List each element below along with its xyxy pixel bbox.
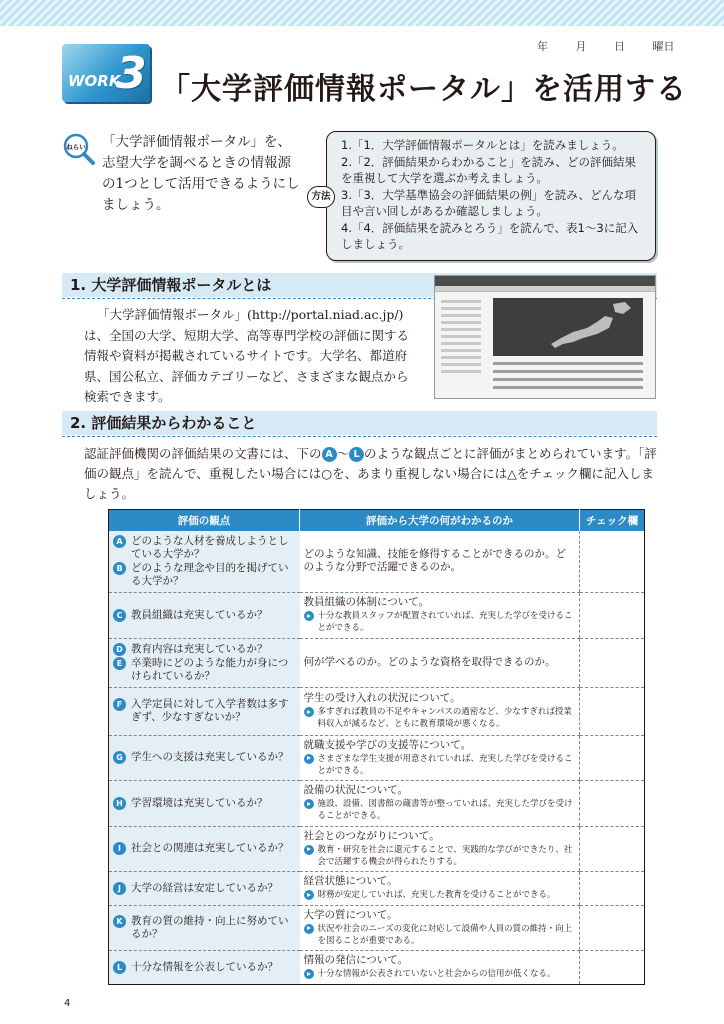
what-learned-cell <box>300 780 580 826</box>
viewpoint-text: 教員組織は充実しているか？ <box>131 608 268 621</box>
method-item-1: 1.「1．大学評価情報ポータルとは」を読みましょう。 <box>341 138 624 152</box>
viewpoint-item <box>113 535 296 561</box>
viewpoint-cell <box>109 638 300 687</box>
check-cell[interactable] <box>580 780 645 826</box>
method-badge: 方法 <box>307 186 335 208</box>
viewpoint-letter-icon: D <box>113 643 126 656</box>
section-2-text-b: のような観点ごとに評価がまとめられています。「評価の観点」を読んで、重視したい場合には○を、あまり重視しない場合には△をチェック欄に記入しましょう。 <box>84 446 657 501</box>
viewpoint-cell <box>109 905 300 950</box>
what-learned-main: どのような知識、技能を修得することができるのか。どのような分野で活躍できるのか。 <box>303 548 566 573</box>
arrow-bullet-icon <box>304 611 314 621</box>
table-row <box>109 531 645 593</box>
what-learned-main: 何が学べるのか。どのような資格を取得できるのか。 <box>303 656 556 668</box>
section-2-tilde: 〜 <box>336 446 350 461</box>
arrow-bullet-icon <box>304 890 314 900</box>
screenshot-sidebar <box>441 300 481 396</box>
viewpoint-cell <box>109 826 300 871</box>
check-cell[interactable] <box>580 735 645 780</box>
viewpoint-item <box>113 698 296 724</box>
what-learned-cell <box>300 735 580 780</box>
what-learned-detail-text: さまざまな学生支援が用意されていれば、充実した学びを受けることができる。 <box>317 753 573 776</box>
what-learned-cell <box>300 592 580 638</box>
screenshot-japan-map <box>493 298 643 356</box>
viewpoint-text: 大学の経営は安定しているか？ <box>131 881 278 894</box>
what-learned-detail <box>304 889 576 901</box>
viewpoint-text: 教育の質の維持・向上に努めているか？ <box>131 914 289 940</box>
section-2-text <box>84 444 660 504</box>
viewpoint-item <box>113 842 296 855</box>
work-number: 3 <box>116 48 147 99</box>
check-cell[interactable] <box>580 531 645 593</box>
what-learned-detail <box>304 706 576 730</box>
check-cell[interactable] <box>580 905 645 950</box>
table-row <box>109 826 645 871</box>
viewpoint-letter-icon: J <box>113 882 126 895</box>
table-row <box>109 871 645 905</box>
header-check: チェック欄 <box>580 510 645 531</box>
viewpoint-cell <box>109 871 300 905</box>
viewpoint-item <box>113 882 296 895</box>
what-learned-detail <box>304 753 576 777</box>
what-learned-detail-text: 施設、設備、図書館の蔵書等が整っていれば、充実した学びを受けることができる。 <box>317 799 573 821</box>
table-row <box>109 950 645 984</box>
viewpoint-text: 入学定員に対して入学者数は多すぎず、少なすぎないか？ <box>131 698 289 723</box>
table-row <box>109 687 645 735</box>
marker-l-icon: L <box>349 447 364 462</box>
what-learned-cell <box>300 638 580 687</box>
viewpoint-text: どのような理念や目的を掲げている大学か？ <box>131 561 289 587</box>
viewpoint-item <box>113 751 296 764</box>
check-cell[interactable] <box>580 592 645 638</box>
what-learned-main: 教員組織の体制について。 <box>303 596 430 608</box>
viewpoint-cell <box>109 735 300 780</box>
table-header-row <box>109 510 645 531</box>
decorative-top-band <box>0 0 724 26</box>
arrow-bullet-icon <box>304 845 314 855</box>
what-learned-detail-text: 教育・研究を社会に還元することで、実践的な学びができたり、社会で活躍する機会が得られたりする。 <box>317 844 573 867</box>
viewpoint-item <box>113 961 296 974</box>
what-learned-detail-text: 十分な教員スタッフが配置されていれば、充実した学びを受けることができる。 <box>317 611 573 633</box>
what-learned-main: 設備の状況について。 <box>303 784 409 796</box>
nerai-text: 「大学評価情報ポータル」を、志望大学を調べるときの情報源の1つとして活用できるようにしましょう。 <box>102 134 300 213</box>
portal-screenshot-image <box>434 275 656 399</box>
screenshot-nav-bar <box>435 286 655 292</box>
date-day-label: 日 <box>614 40 625 53</box>
what-learned-detail-text: 状況や社会のニーズの変化に対応して設備や人員の質の維持・向上を図ることが重要である。 <box>317 923 573 946</box>
method-item-2: 2.「2．評価結果からわかること」を読み、どの評価結果を重視して大学を選ぶか考えましょう。 <box>341 154 636 185</box>
viewpoint-cell <box>109 592 300 638</box>
check-cell[interactable] <box>580 826 645 871</box>
what-learned-cell <box>300 905 580 950</box>
viewpoint-item <box>113 915 296 941</box>
viewpoint-cell <box>109 950 300 984</box>
what-learned-main: 社会とのつながりについて。 <box>303 829 440 842</box>
screenshot-header-bar <box>435 276 655 286</box>
what-learned-main: 就職支援や学びの支援等について。 <box>303 738 472 751</box>
what-learned-detail <box>304 923 576 947</box>
viewpoint-letter-icon: B <box>113 562 126 575</box>
what-learned-main: 経営状態について。 <box>303 875 398 887</box>
viewpoint-letter-icon: F <box>113 698 126 711</box>
viewpoint-cell <box>109 687 300 735</box>
arrow-bullet-icon <box>304 799 314 809</box>
viewpoint-cell <box>109 780 300 826</box>
screenshot-list-rows <box>493 362 643 394</box>
viewpoint-text: 教育内容は充実しているか？ <box>131 642 268 655</box>
arrow-bullet-icon <box>304 924 314 934</box>
marker-a-icon: A <box>322 447 337 462</box>
viewpoint-cell <box>109 531 300 593</box>
what-learned-detail-text: 財務が安定していれば、充実した教育を受けることができる。 <box>317 890 556 900</box>
nerai-icon-label: ねらい <box>66 143 86 151</box>
section-2-text-a: 認証評価機関の評価結果の文書には、下の <box>84 446 322 461</box>
check-cell[interactable] <box>580 950 645 984</box>
what-learned-detail-text: 多すぎれば教員の不足やキャンパスの過密など、少なすぎれば授業料収入が減るなど、ともに教育環境が悪くなる。 <box>317 707 572 729</box>
section-1-body: 「大学評価情報ポータル」(http://portal.niad.ac.jp/) は、全国の大学、短期大学、高等専門学校の評価に関する情報や資料が掲載されているサイトです。大学名、都道府県、国公私立、評価カテゴリーなど、さまざまな観点から検索できます。 <box>84 307 410 404</box>
viewpoint-item <box>113 562 296 588</box>
what-learned-detail <box>304 610 576 634</box>
table-row <box>109 735 645 780</box>
viewpoint-letter-icon: E <box>113 657 126 670</box>
viewpoint-item <box>113 657 296 683</box>
check-cell[interactable] <box>580 871 645 905</box>
what-learned-detail <box>304 798 576 822</box>
section-1-text <box>84 305 420 408</box>
viewpoint-letter-icon: L <box>113 961 126 974</box>
what-learned-detail-text: 十分な情報が公表されていないと社会からの信用が低くなる。 <box>317 969 556 979</box>
evaluation-table <box>108 509 645 985</box>
header-viewpoint: 評価の観点 <box>109 510 300 531</box>
viewpoint-item <box>113 643 296 656</box>
method-item-3: 3.「3．大学基準協会の評価結果の例」を読み、どんな項目や言い回しがあるか確認しましょう。 <box>341 187 636 218</box>
work-badge <box>62 44 150 102</box>
magnifier-icon <box>62 132 96 166</box>
date-year-label: 年 <box>537 40 548 53</box>
check-cell[interactable] <box>580 687 645 735</box>
viewpoint-text: 学生への支援は充実しているか？ <box>131 751 289 763</box>
viewpoint-text: 社会との関連は充実しているか？ <box>131 842 289 854</box>
page-number: 4 <box>64 998 71 1009</box>
what-learned-main: 情報の発信について。 <box>303 954 409 966</box>
header-what-learned: 評価から大学の何がわかるのか <box>300 510 580 531</box>
page-title: 「大学評価情報ポータル」を活用する <box>160 72 687 107</box>
check-cell[interactable] <box>580 638 645 687</box>
viewpoint-letter-icon: K <box>113 915 126 928</box>
viewpoint-text: 十分な情報を公表しているか？ <box>131 960 278 973</box>
viewpoint-letter-icon: A <box>113 535 126 548</box>
viewpoint-text: 学習環境は充実しているか？ <box>131 796 268 809</box>
table-row <box>109 592 645 638</box>
viewpoint-letter-icon: I <box>113 842 126 855</box>
date-month-label: 月 <box>575 40 587 53</box>
arrow-bullet-icon <box>304 754 314 764</box>
what-learned-cell <box>300 687 580 735</box>
table-row <box>109 905 645 950</box>
table-row <box>109 780 645 826</box>
viewpoint-item <box>113 797 296 810</box>
table-row <box>109 638 645 687</box>
what-learned-detail <box>304 844 576 868</box>
viewpoint-text: どのような人材を養成しようとしている大学か？ <box>131 534 289 560</box>
date-weekday-label: 曜日 <box>652 40 675 53</box>
viewpoint-letter-icon: H <box>113 797 126 810</box>
what-learned-main: 学生の受け入れの状況について。 <box>303 692 461 704</box>
what-learned-cell <box>300 871 580 905</box>
what-learned-cell <box>300 950 580 984</box>
method-item-4: 4.「4．評価結果を読みとろう」を読んで、表1〜3に記入しましょう。 <box>341 220 639 251</box>
what-learned-detail <box>304 968 576 980</box>
section-1-heading: 1. 大学評価情報ポータルとは <box>62 273 657 297</box>
date-fields <box>537 38 699 54</box>
arrow-bullet-icon <box>304 969 314 979</box>
what-learned-main: 大学の質について。 <box>303 908 398 921</box>
viewpoint-item <box>113 609 296 622</box>
viewpoint-letter-icon: G <box>113 751 126 764</box>
what-learned-cell <box>300 531 580 593</box>
arrow-bullet-icon <box>304 707 314 717</box>
what-learned-cell <box>300 826 580 871</box>
work-label: WORK <box>68 72 121 90</box>
viewpoint-letter-icon: C <box>113 609 126 622</box>
method-box <box>326 131 656 261</box>
section-2-heading: 2. 評価結果からわかること <box>62 411 657 435</box>
viewpoint-text: 卒業時にどのような能力が身につけられているか？ <box>131 656 289 682</box>
